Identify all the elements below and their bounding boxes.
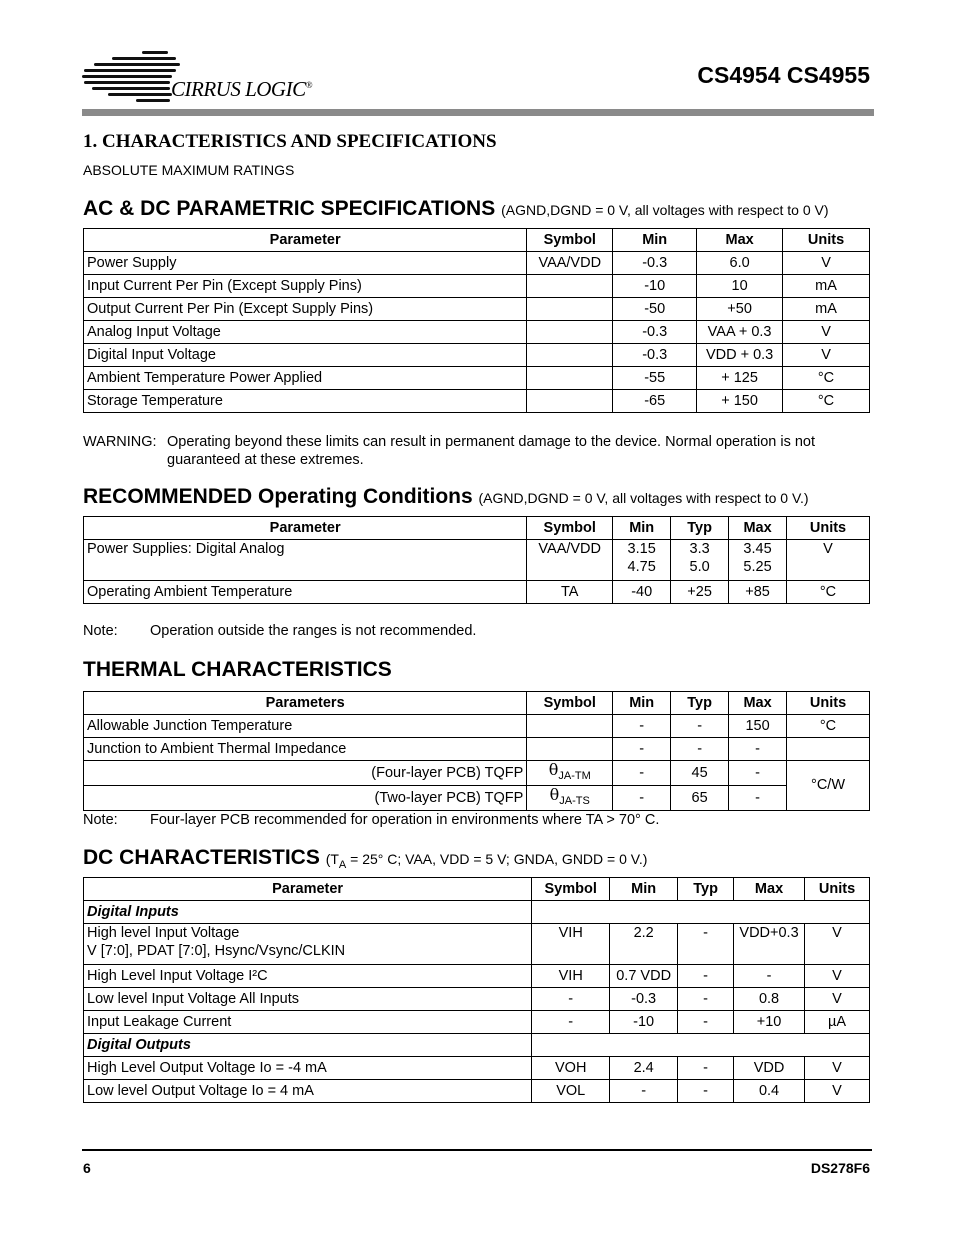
group-spacer: [532, 901, 870, 924]
table-row: [84, 1057, 870, 1080]
units-cell: V: [805, 965, 870, 988]
min-cell: -10: [610, 1011, 678, 1034]
column-header: Units: [787, 517, 870, 540]
min-cell: -40: [613, 581, 671, 604]
symbol-cell: [527, 785, 613, 810]
column-header: Typ: [671, 517, 729, 540]
table-row: [84, 1080, 870, 1103]
recommended-note: [83, 622, 476, 640]
column-header: Symbol: [527, 692, 613, 715]
ac-dc-table: [83, 228, 870, 413]
typ-cell: -: [671, 715, 729, 738]
units-cell: °C: [783, 367, 870, 390]
table-row: [84, 965, 870, 988]
symbol-cell: -: [532, 1011, 610, 1034]
units-cell: [787, 738, 870, 761]
units-cell: mA: [783, 298, 870, 321]
param-cell: Storage Temperature: [84, 390, 527, 413]
header-rule: [82, 109, 874, 116]
symbol-cell: VOH: [532, 1057, 610, 1080]
min-cell: -: [613, 715, 671, 738]
column-header: Symbol: [527, 229, 613, 252]
note-text: Operation outside the ranges is not recommended.: [150, 623, 477, 639]
group-label: Digital Inputs: [84, 901, 532, 924]
min-cell: 0.7 VDD: [610, 965, 678, 988]
param-cell: Power Supply: [84, 252, 527, 275]
symbol-cell: [527, 275, 613, 298]
recommended-heading: [83, 485, 809, 509]
min-cell: -0.3: [613, 252, 697, 275]
min-cell: 2.2: [610, 924, 678, 965]
symbol-cell: TA: [527, 581, 613, 604]
symbol-cell: [527, 367, 613, 390]
units-cell: V: [783, 252, 870, 275]
units-cell: V: [787, 540, 870, 581]
dc-condition: [325, 851, 648, 871]
dc-cond-pre: (T: [325, 851, 339, 867]
warning-line1: Operating beyond these limits can result in permanent damage to the device. Normal operation is not: [167, 434, 816, 450]
table-row: [84, 390, 870, 413]
typ-digital: 3.3: [689, 541, 710, 557]
param-cell: Allowable Junction Temperature: [84, 715, 527, 738]
param-line2: V [7:0], PDAT [7:0], Hsync/Vsync/CLKIN: [87, 943, 346, 959]
group-row: [84, 901, 870, 924]
max-cell: 150: [729, 715, 787, 738]
param-cell: Input Current Per Pin (Except Supply Pins): [84, 275, 527, 298]
ac-dc-condition: (AGND,DGND = 0 V, all voltages with respect to 0 V): [501, 202, 829, 218]
symbol-cell: -: [532, 988, 610, 1011]
max-cell: VDD+0.3: [734, 924, 805, 965]
typ-cell: -: [678, 1080, 734, 1103]
units-cell: V: [805, 1057, 870, 1080]
table-row: [84, 252, 870, 275]
symbol-cell: VOL: [532, 1080, 610, 1103]
group-spacer: [532, 1034, 870, 1057]
units-cell: V: [783, 344, 870, 367]
recommended-condition: (AGND,DGND = 0 V, all voltages with respect to 0 V.): [478, 490, 809, 506]
units-cell: mA: [783, 275, 870, 298]
typ-cell: -: [678, 965, 734, 988]
units-cell: V: [805, 988, 870, 1011]
thermal-note: [83, 811, 659, 829]
table-row: [84, 924, 870, 965]
param-cell: Junction to Ambient Thermal Impedance: [84, 738, 527, 761]
column-header: Max: [729, 517, 787, 540]
max-cell: 10: [697, 275, 783, 298]
symbol-cell: [527, 298, 613, 321]
page-number: 6: [83, 1160, 91, 1176]
column-header: Max: [697, 229, 783, 252]
symbol-cell: [527, 321, 613, 344]
warning-label: WARNING:: [83, 434, 157, 450]
table-row: [84, 344, 870, 367]
min-cell: -50: [613, 298, 697, 321]
table-row: [84, 988, 870, 1011]
typ-cell: +25: [671, 581, 729, 604]
ac-dc-heading: [83, 197, 829, 221]
column-header: Max: [729, 692, 787, 715]
param-cell: Analog Input Voltage: [84, 321, 527, 344]
param-cell: Output Current Per Pin (Except Supply Pins): [84, 298, 527, 321]
column-header: Typ: [678, 878, 734, 901]
thermal-heading: THERMAL CHARACTERISTICS: [83, 658, 392, 681]
min-cell: -: [610, 1080, 678, 1103]
group-label: Digital Outputs: [84, 1034, 532, 1057]
typ-cell: -: [678, 988, 734, 1011]
param-cell: Low level Output Voltage Io = 4 mA: [84, 1080, 532, 1103]
param-cell: High Level Input Voltage I²C: [84, 965, 532, 988]
group-row: [84, 1034, 870, 1057]
recommended-table: [83, 516, 870, 604]
theta-subscript: JA-TS: [559, 794, 590, 807]
typ-cell: 65: [671, 785, 729, 810]
section-heading: 1. CHARACTERISTICS AND SPECIFICATIONS: [83, 131, 497, 152]
symbol-cell: [527, 715, 613, 738]
min-cell: -0.3: [613, 344, 697, 367]
recommended-title: RECOMMENDED Operating Conditions: [83, 485, 473, 508]
column-header: Parameters: [84, 692, 527, 715]
symbol-cell: [527, 344, 613, 367]
param-cell: Ambient Temperature Power Applied: [84, 367, 527, 390]
units-cell: °C/W: [787, 761, 870, 811]
column-header: Symbol: [532, 878, 610, 901]
logo-registered-mark: ®: [305, 80, 312, 90]
dc-table: [83, 877, 870, 1103]
typ-cell: [671, 540, 729, 581]
max-cell: 0.8: [734, 988, 805, 1011]
table-row: [84, 785, 870, 810]
symbol-cell: VIH: [532, 924, 610, 965]
max-cell: 0.4: [734, 1080, 805, 1103]
units-cell: °C: [787, 715, 870, 738]
table-row: [84, 581, 870, 604]
table-header-row: [84, 517, 870, 540]
param-cell: Operating Ambient Temperature: [84, 581, 527, 604]
table-header-row: [84, 692, 870, 715]
param-cell: Power Supplies: Digital Analog: [84, 540, 527, 581]
column-header: Parameter: [84, 878, 532, 901]
param-line1: High level Input Voltage: [87, 925, 240, 941]
note-text: Four-layer PCB recommended for operation in environments where TA > 70° C.: [150, 812, 660, 828]
min-cell: 2.4: [610, 1057, 678, 1080]
max-cell: VDD: [734, 1057, 805, 1080]
section-subheading: ABSOLUTE MAXIMUM RATINGS: [83, 162, 295, 178]
min-analog: 4.75: [627, 559, 656, 575]
min-cell: -10: [613, 275, 697, 298]
table-row: [84, 1011, 870, 1034]
table-row: [84, 367, 870, 390]
param-cell: (Four-layer PCB) TQFP: [84, 761, 527, 786]
column-header: Min: [613, 229, 697, 252]
min-digital: 3.15: [627, 541, 656, 557]
column-header: Typ: [671, 692, 729, 715]
table-row: [84, 298, 870, 321]
table-row: [84, 715, 870, 738]
dc-heading: [83, 846, 647, 871]
min-cell: -: [613, 785, 671, 810]
units-cell: µA: [805, 1011, 870, 1034]
ac-dc-title: AC & DC PARAMETRIC SPECIFICATIONS: [83, 197, 496, 220]
max-cell: VDD + 0.3: [697, 344, 783, 367]
table-header-row: [84, 878, 870, 901]
note-label: Note:: [83, 623, 118, 639]
min-cell: [613, 540, 671, 581]
min-cell: -: [613, 761, 671, 786]
column-header: Max: [734, 878, 805, 901]
typ-cell: -: [678, 1057, 734, 1080]
max-cell: +10: [734, 1011, 805, 1034]
param-cell: Input Leakage Current: [84, 1011, 532, 1034]
table-row: [84, 321, 870, 344]
min-cell: -55: [613, 367, 697, 390]
symbol-cell: VIH: [532, 965, 610, 988]
column-header: Symbol: [527, 517, 613, 540]
column-header: Units: [787, 692, 870, 715]
theta-symbol: θ: [548, 760, 559, 779]
dc-cond-post: = 25° C; VAA, VDD = 5 V; GNDA, GNDD = 0 V.): [346, 851, 648, 867]
theta-subscript: JA-TM: [558, 769, 591, 782]
table-row: [84, 738, 870, 761]
units-cell: V: [805, 1080, 870, 1103]
min-cell: -: [613, 738, 671, 761]
footer-rule: [82, 1149, 872, 1151]
dc-title: DC CHARACTERISTICS: [83, 846, 320, 869]
param-cell: High Level Output Voltage Io = -4 mA: [84, 1057, 532, 1080]
typ-cell: 45: [671, 761, 729, 786]
typ-analog: 5.0: [689, 559, 710, 575]
max-cell: 6.0: [697, 252, 783, 275]
column-header: Units: [805, 878, 870, 901]
units-cell: V: [805, 924, 870, 965]
typ-cell: -: [678, 924, 734, 965]
column-header: Min: [610, 878, 678, 901]
param-cell: [84, 924, 532, 965]
min-cell: -65: [613, 390, 697, 413]
max-analog: 5.25: [743, 559, 772, 575]
max-cell: -: [729, 761, 787, 786]
max-cell: VAA + 0.3: [697, 321, 783, 344]
param-cell: Digital Input Voltage: [84, 344, 527, 367]
table-row: [84, 761, 870, 786]
min-cell: -0.3: [613, 321, 697, 344]
table-row: [84, 540, 870, 581]
table-row: [84, 275, 870, 298]
theta-symbol: θ: [549, 784, 560, 804]
column-header: Min: [613, 517, 671, 540]
max-cell: -: [734, 965, 805, 988]
units-cell: °C: [783, 390, 870, 413]
symbol-cell: [527, 761, 613, 786]
thermal-table: [83, 691, 870, 811]
column-header: Parameter: [84, 229, 527, 252]
symbol-cell: [527, 390, 613, 413]
document-title: CS4954 CS4955: [697, 62, 870, 88]
cirrus-logic-logo: [82, 48, 332, 108]
max-cell: [729, 540, 787, 581]
max-cell: -: [729, 785, 787, 810]
table-header-row: [84, 229, 870, 252]
min-cell: -0.3: [610, 988, 678, 1011]
max-cell: +50: [697, 298, 783, 321]
typ-cell: -: [671, 738, 729, 761]
max-cell: +85: [729, 581, 787, 604]
dc-cond-sub: A: [338, 858, 347, 871]
symbol-cell: VAA/VDD: [527, 540, 613, 581]
symbol-cell: VAA/VDD: [527, 252, 613, 275]
max-cell: + 125: [697, 367, 783, 390]
warning-line2: guaranteed at these extremes.: [167, 452, 364, 468]
units-cell: °C: [787, 581, 870, 604]
column-header: Min: [613, 692, 671, 715]
document-id: DS278F6: [810, 1160, 870, 1176]
symbol-cell: [527, 738, 613, 761]
logo-text: CIRRUS LOGIC: [171, 77, 306, 101]
max-cell: -: [729, 738, 787, 761]
warning-note: [83, 433, 815, 469]
param-cell: Low level Input Voltage All Inputs: [84, 988, 532, 1011]
max-digital: 3.45: [743, 541, 772, 557]
column-header: Units: [783, 229, 870, 252]
param-cell: (Two-layer PCB) TQFP: [84, 785, 527, 810]
column-header: Parameter: [84, 517, 527, 540]
max-cell: + 150: [697, 390, 783, 413]
units-cell: V: [783, 321, 870, 344]
typ-cell: -: [678, 1011, 734, 1034]
note-label: Note:: [83, 812, 118, 828]
